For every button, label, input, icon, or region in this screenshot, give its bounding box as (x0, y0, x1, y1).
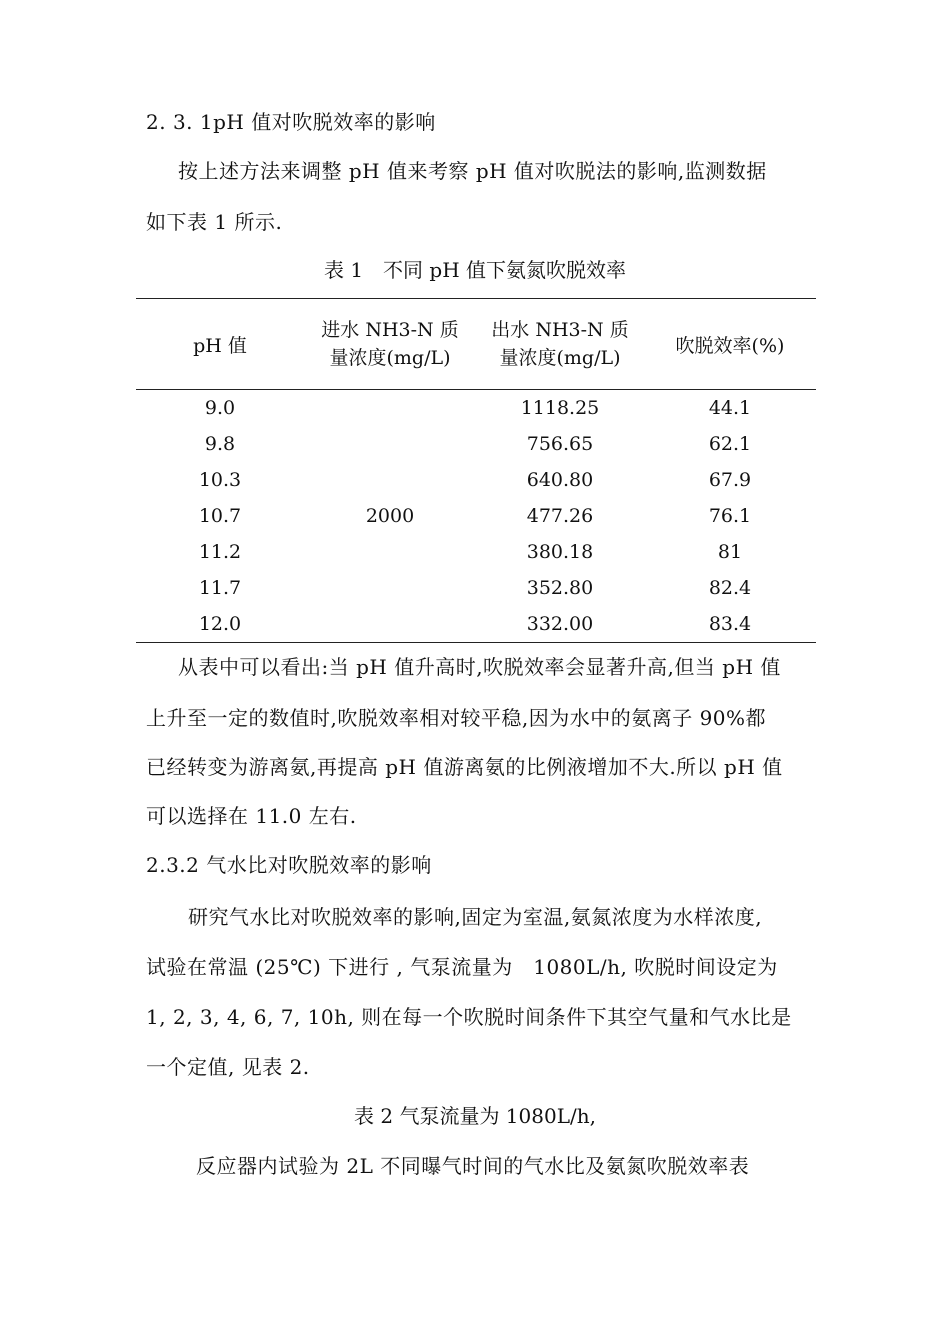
outflow-cell: 1118.25 (520, 397, 600, 419)
table1-header-outflow: 出水 NH3-N 质 量浓度(mg/L) (491, 319, 629, 369)
table-row (136, 462, 816, 498)
table1-header-ph: pH 值 (193, 334, 247, 357)
table2-caption-line-1: 表 2 气泵流量为 1080L/h, (354, 1104, 596, 1128)
section-232-para-line-1: 研究气水比对吹脱效率的影响,固定为室温,氨氮浓度为水样浓度, (188, 905, 763, 929)
table-row (136, 606, 816, 643)
section-232-heading: 2.3.2 气水比对吹脱效率的影响 (146, 853, 432, 877)
table1-header-efficiency: 吹脱效率(%) (675, 334, 785, 357)
table1-caption: 表 1 不同 pH 值下氨氮吹脱效率 (323, 258, 627, 282)
outflow-cell: 756.65 (526, 433, 594, 455)
table-row (136, 390, 816, 427)
analysis-line-2: 上升至一定的数值时,吹脱效率相对较平稳,因为水中的氨离子 90%都 (146, 706, 767, 730)
ph-cell: 10.3 (198, 469, 242, 491)
section-232-para-line-4: 一个定值, 见表 2. (146, 1055, 310, 1079)
analysis-line-1: 从表中可以看出:当 pH 值升高时,吹脱效率会显著升高,但当 pH 值 (178, 655, 781, 679)
inflow-cell: 2000 (365, 505, 415, 527)
table1-header-inflow: 进水 NH3-N 质 量浓度(mg/L) (321, 319, 459, 369)
table-row (136, 570, 816, 606)
analysis-line-3: 已经转变为游离氨,再提高 pH 值游离氨的比例液增加不大.所以 pH 值 (146, 755, 783, 779)
ph-cell: 9.8 (204, 433, 236, 455)
table1 (136, 298, 816, 643)
efficiency-cell: 62.1 (708, 433, 752, 455)
outflow-cell: 477.26 (526, 505, 594, 527)
table-row (136, 498, 816, 534)
section-231-para-line-1: 按上述方法来调整 pH 值来考察 pH 值对吹脱法的影响,监测数据 (178, 159, 767, 183)
efficiency-cell: 83.4 (708, 613, 752, 635)
efficiency-cell: 81 (717, 541, 743, 563)
section-231-para-line-2: 如下表 1 所示. (146, 210, 283, 234)
section-232-para-line-3: 1, 2, 3, 4, 6, 7, 10h, 则在每一个吹脱时间条件下其空气量和气水比是 (146, 1005, 792, 1029)
ph-cell: 10.7 (198, 505, 242, 527)
outflow-cell: 640.80 (526, 469, 594, 491)
efficiency-cell: 76.1 (708, 505, 752, 527)
table-row (136, 426, 816, 462)
efficiency-cell: 44.1 (708, 397, 752, 419)
outflow-cell: 352.80 (526, 577, 594, 599)
outflow-cell: 380.18 (526, 541, 594, 563)
efficiency-cell: 67.9 (708, 469, 752, 491)
outflow-cell: 332.00 (526, 613, 594, 635)
ph-cell: 12.0 (198, 613, 242, 635)
section-231-heading: 2. 3. 1pH 值对吹脱效率的影响 (146, 110, 436, 134)
table-row (136, 534, 816, 570)
ph-cell: 9.0 (204, 397, 236, 419)
analysis-line-4: 可以选择在 11.0 左右. (146, 804, 357, 828)
ph-cell: 11.7 (198, 577, 242, 599)
table2-caption-line-2: 反应器内试验为 2L 不同曝气时间的气水比及氨氮吹脱效率表 (196, 1154, 750, 1178)
section-232-para-line-2: 试验在常温 (25℃) 下进行 , 气泵流量为 1080L/h, 吹脱时间设定为 (146, 955, 778, 979)
efficiency-cell: 82.4 (708, 577, 752, 599)
ph-cell: 11.2 (198, 541, 242, 563)
